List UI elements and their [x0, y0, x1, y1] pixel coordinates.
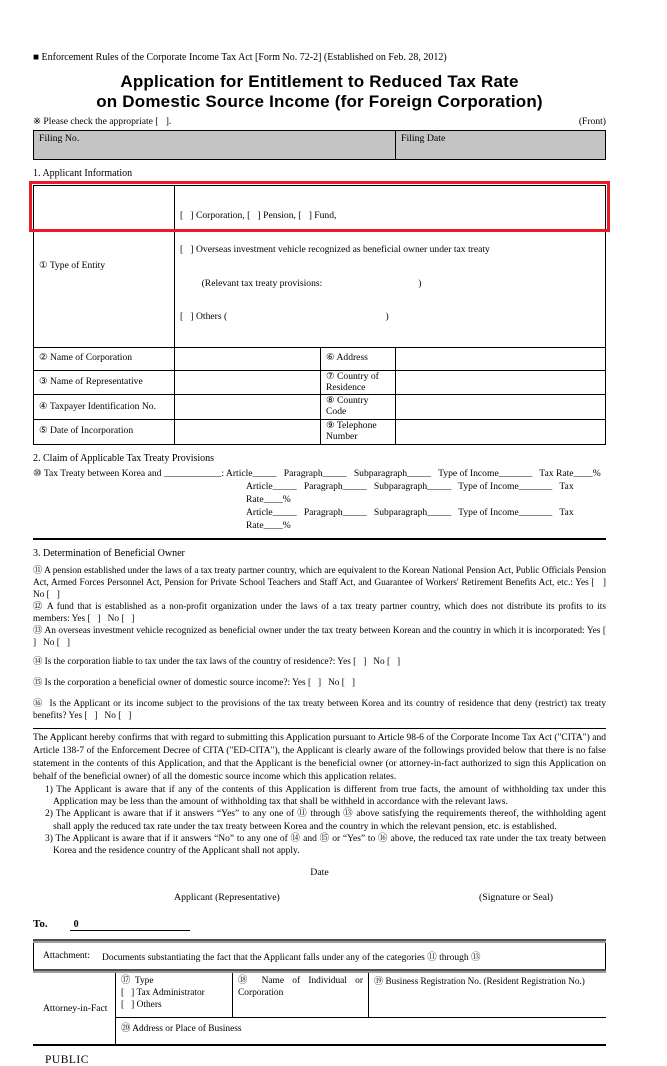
- declaration-item-3: 3) The Applicant is aware that if it answers “No” to any one of ⑭ and ⑮ or “Yes” to ⑯ above, the reduced tax rate under the tax treaty between Korea and the residence country of the Applicant shall not apply.: [45, 833, 606, 857]
- option-relevant-provisions: (Relevant tax treaty provisions: ): [180, 277, 422, 289]
- option-overseas-investment-vehicle: [ ] Overseas investment vehicle recognized as beneficial owner under tax treaty: [180, 244, 490, 256]
- question-13: ⑬ An overseas investment vehicle recognized as beneficial owner under the tax treaty between Korean and the country in which it is incorporated: Yes [ ] No [ ]: [33, 625, 613, 648]
- table-row: [34, 370, 605, 395]
- taxpayer-id-label: ④ Taxpayer Identification No.: [39, 400, 156, 412]
- applicant-table-wrap: [33, 185, 606, 445]
- country-code-field[interactable]: [395, 395, 605, 419]
- attorney-type-cell[interactable]: ⑰ Type [ ] Tax Administrator [ ] Others: [121, 976, 205, 1011]
- option-others: [ ] Others ( ): [180, 311, 389, 323]
- attorney-in-fact-label: Attorney-in-Fact: [33, 973, 116, 1044]
- taxpayer-id-field[interactable]: [174, 395, 320, 419]
- address-field[interactable]: [395, 348, 605, 370]
- declaration-item-2: 2) The Applicant is aware that if it answers “Yes” to any one of ⑪ through ⑬ above satisfying the requirements thereof, the withholding agent shall apply the reduced tax rate under the tax treaty between Korea and the country in which the relevant pension, etc. is established.: [45, 809, 606, 832]
- telephone-number-field[interactable]: [395, 420, 605, 444]
- form-title-line2: on Domestic Source Income (for Foreign Corporation): [96, 91, 543, 111]
- attachment-label: Attachment:: [43, 951, 90, 962]
- attorney-brn-cell[interactable]: ⑲ Business Registration No. (Resident Registration No.): [368, 973, 606, 1017]
- check-note: ※ Please check the appropriate [ ].: [33, 116, 172, 127]
- name-of-corporation-label: ② Name of Corporation: [39, 352, 133, 364]
- attachment-text: Documents substantiating the fact that the Applicant falls under any of the categories ⑪ through ⑬: [101, 953, 481, 964]
- classification-label: PUBLIC: [45, 1054, 89, 1066]
- address-label: ⑥ Address: [320, 348, 395, 370]
- name-of-corporation-field[interactable]: [174, 348, 320, 370]
- attorney-name-cell[interactable]: ⑱ Name of Individual or Corporation: [232, 973, 368, 1017]
- section3-heading: 3. Determination of Beneficial Owner: [33, 547, 185, 559]
- table-row: [34, 347, 605, 370]
- applicant-table: [33, 185, 606, 445]
- to-recipient-field[interactable]: 0: [70, 919, 190, 931]
- applicant-representative-label: Applicant (Representative): [174, 892, 280, 904]
- section1-heading: 1. Applicant Information: [33, 168, 133, 179]
- date-of-incorporation-label: ⑤ Date of Incorporation: [39, 425, 134, 437]
- date-of-incorporation-field[interactable]: [174, 420, 320, 444]
- name-of-representative-field[interactable]: [174, 371, 320, 395]
- declaration-divider: [33, 728, 606, 729]
- tax-treaty-line-3: Article_____ Paragraph_____ Subparagraph_____ Type of Income_______ Tax Rate____%: [246, 506, 577, 531]
- question-16: ⑯ Is the Applicant or its income subject to the provisions of the tax treaty between Korea and its country of residence that deny (restrict) tax treaty benefits? Yes [ ] No [ ]: [33, 698, 609, 721]
- attorney-table: [33, 973, 606, 1046]
- country-code-label: ⑧ Country Code: [320, 395, 395, 419]
- tax-treaty-line-1: ⑩ Tax Treaty between Korea and ____________: Article_____ Paragraph_____ Subparagraph_____ Type of Income_______ Tax Rate____%: [33, 467, 601, 479]
- table-row: [34, 419, 605, 444]
- question-12: ⑫ A fund that is established as a non-profit organization under the laws of a tax treaty partner country, which does not distribute its profits to its members: Yes [ ] No [ ]: [33, 601, 609, 624]
- filing-table: [33, 130, 606, 160]
- country-of-residence-field[interactable]: [395, 371, 605, 395]
- signature-row: [33, 892, 606, 903]
- check-note-row: [33, 116, 606, 127]
- question-15: ⑮ Is the corporation a beneficial owner of domestic source income?: Yes [ ] No [ ]: [33, 677, 355, 688]
- section2-heading: 2. Claim of Applicable Tax Treaty Provisions: [33, 452, 215, 464]
- date-label: Date: [310, 867, 329, 879]
- section-divider: [33, 538, 606, 540]
- type-of-entity-label: ① Type of Entity: [39, 260, 106, 272]
- filing-date-cell: Filing Date: [401, 133, 446, 144]
- enforcement-rule-note: ■ Enforcement Rules of the Corporate Income Tax Act [Form No. 72-2] (Established on Feb. 28, 2012): [33, 52, 447, 63]
- tax-treaty-line-2: Article_____ Paragraph_____ Subparagraph_____ Type of Income_______ Tax Rate____%: [246, 480, 577, 505]
- front-label: (Front): [578, 116, 606, 127]
- form-title: [33, 72, 606, 111]
- declaration-item-1: 1) The Applicant is aware that if any of the contents of this Application is different from true facts, the amount of withholding tax under this Application may be less than the amount of withholding tax that shall be withheld in accordance with the relevant laws.: [45, 784, 606, 807]
- table-row: [34, 394, 605, 419]
- telephone-number-label: ⑨ Telephone Number: [320, 420, 395, 444]
- question-14: ⑭ Is the corporation liable to tax under the tax laws of the country of residence?: Yes [ ] No [ ]: [33, 656, 401, 667]
- option-corporation-pension-fund: [ ] Corporation, [ ] Pension, [ ] Fund,: [180, 210, 337, 222]
- declaration-paragraph: The Applicant hereby confirms that with regard to submitting this Application pursuant to Article 98-6 of the Corporate Income Tax Act ("CITA") and Article 138-7 of the Enforcement Decree of CITA ("ED-CITA"), the Applicant is clearly aware of the followings provided below that there is no false statement in the contents of this Application, and that the Applicant is the beneficial owner (or attorney-in-fact authorized to sign this Application on behalf of the beneficial owner) of all the domestic source income which this application relates.: [33, 732, 606, 782]
- to-label: To.: [33, 918, 48, 931]
- type-of-entity-row[interactable]: [34, 186, 605, 347]
- to-row: [33, 918, 606, 931]
- form-title-line1: Application for Entitlement to Reduced Tax Rate: [120, 72, 519, 91]
- filing-no-cell: Filing No.: [34, 131, 396, 159]
- country-of-residence-label: ⑦ Country of Residence: [320, 371, 395, 395]
- name-of-representative-label: ③ Name of Representative: [39, 376, 143, 388]
- signature-or-seal-label: (Signature or Seal): [479, 892, 553, 904]
- attorney-address-cell[interactable]: ⑳ Address or Place of Business: [116, 1017, 606, 1044]
- form-content: [33, 0, 613, 1066]
- question-11: ⑪ A pension established under the laws of a tax treaty partner country, which are equivalent to the Korean National Pension Act, Public Officials Pension Act, Armed Forces Personnel Act, Pension for Private School Teachers and Staff Act, and Guarantee of Workers' Retirement Benefits Act, etc.: Yes [ ] No [ ]: [33, 565, 613, 600]
- type-of-entity-options: [174, 186, 605, 347]
- attachment-row: [33, 943, 606, 969]
